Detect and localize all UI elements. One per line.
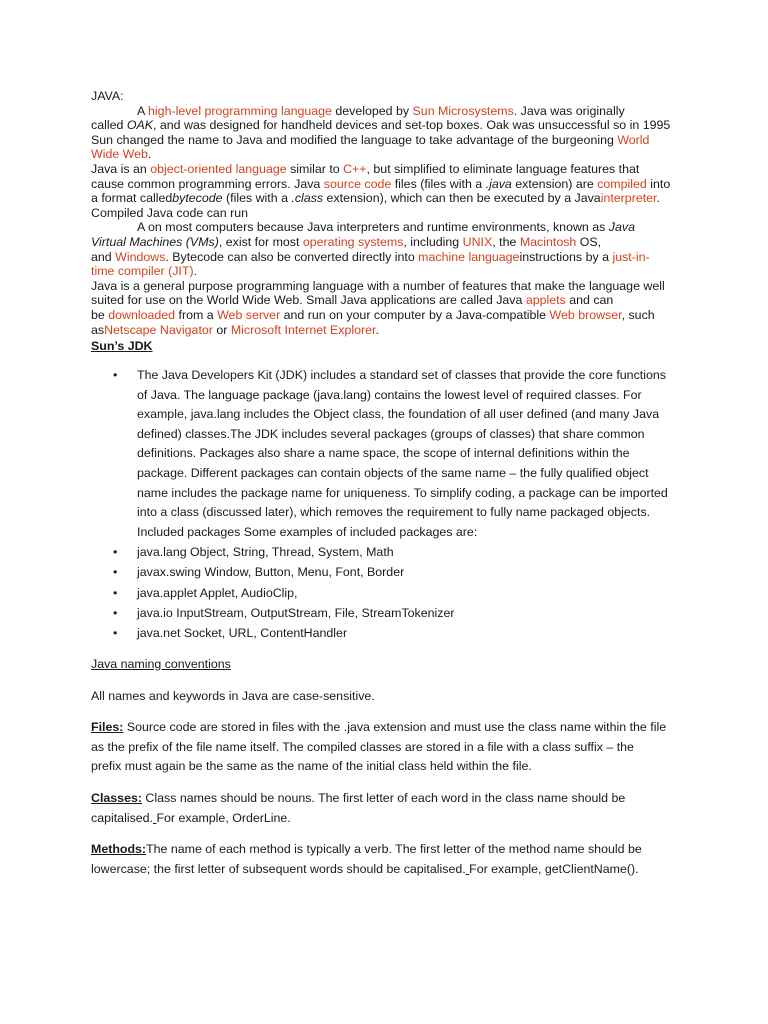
java-paragraph-3-line-2: Virtual Machines (VMs), exist for most operating systems, including UNIX, the Macintosh OS, [91, 234, 602, 249]
bullet-icon: • [113, 605, 118, 620]
java-paragraph-1-line-2: called OAK, and was designed for handheld devices and set-top boxes. Oak was unsuccessful so in 1995 [91, 118, 671, 133]
naming-intro: All names and keywords in Java are case-sensitive. [91, 688, 375, 703]
link-jit-a[interactable]: just-in- [612, 249, 650, 264]
link-compiled[interactable]: compiled [597, 176, 647, 191]
link-world-wide-web-a[interactable]: World [617, 132, 650, 147]
link-operating-systems[interactable]: operating systems [302, 234, 404, 249]
jdk-bullet-list [91, 366, 711, 643]
java-intro-section [91, 89, 691, 337]
link-web-server[interactable]: Web server [217, 307, 281, 322]
java-paragraph-3-line-1: A on most computers because Java interpreters and runtime environments, known as Java [137, 220, 635, 235]
link-interpreter[interactable]: interpreter [600, 191, 657, 206]
java-paragraph-4-line-2: suited for use on the World Wide Web. Small Java applications are called Java applets and can [91, 293, 614, 308]
java-paragraph-2-line-2: cause common programming errors. Java source code files (files with a .java extension) are compiled into [91, 176, 671, 191]
link-machine-language[interactable]: machine language [418, 249, 520, 264]
java-paragraph-3-line-3: and Windows. Bytecode can also be converted directly into machine languageinstructions by a just-in- [91, 249, 650, 264]
package-item-java-io: • java.io InputStream, OutputStream, File, StreamTokenizer [91, 604, 711, 624]
link-internet-explorer[interactable]: Microsoft Internet Explorer [230, 322, 376, 337]
java-heading: JAVA: [91, 89, 124, 103]
methods-paragraph: Methods:The name of each method is typically a verb. The first letter of the method name should be lowercase; the first letter of subsequent words should be capitalised. For example, getClientName(). [91, 842, 642, 876]
naming-section [91, 655, 711, 879]
package-item-java-lang: • java.lang Object, String, Thread, System, Math [91, 543, 711, 563]
jdk-heading: Sun’s JDK [91, 339, 153, 353]
package-item-java-net: • java.net Socket, URL, ContentHandler [91, 624, 711, 644]
link-high-level-language[interactable]: high-level programming language [148, 103, 332, 118]
java-paragraph-1-line-1: A high-level programming language developed by Sun Microsystems. Java was originally [137, 103, 625, 118]
files-paragraph: Files: Source code are stored in files with the .java extension and must use the class name within the file as the prefix of the file name itself. The compiled classes are stored in a file with a class suffix – the prefix must again be the same as the name of the initial class held within the file. [91, 720, 667, 774]
methods-label: Methods: [91, 842, 147, 857]
java-paragraph-1-line-3: Sun changed the name to Java and modified the language to take advantage of the burgeoning World [91, 132, 650, 147]
java-paragraph-4-line-3: be downloaded from a Web server and run on your computer by a Java-compatible Web browser, such [91, 307, 655, 322]
java-paragraph-4-line-4: asNetscape Navigator or Microsoft Internet Explorer. [91, 322, 379, 337]
link-unix[interactable]: UNIX [462, 234, 493, 249]
link-object-oriented-language[interactable]: object-oriented language [150, 161, 287, 176]
link-downloaded[interactable]: downloaded [108, 307, 176, 322]
link-windows[interactable]: Windows [115, 249, 166, 264]
bullet-icon: • [113, 625, 118, 640]
java-paragraph-2-line-4: Compiled Java code can run [91, 205, 249, 220]
link-source-code[interactable]: source code [323, 176, 392, 191]
classes-label: Classes: [91, 790, 142, 805]
link-jit-b[interactable]: time compiler (JIT) [91, 264, 194, 279]
java-paragraph-1-line-4: Wide Web. [91, 147, 152, 162]
bullet-icon: • [113, 545, 118, 560]
java-paragraph-2-line-1: Java is an object-oriented language similar to C++, but simplified to eliminate language features that [91, 161, 640, 176]
bullet-icon: • [113, 368, 118, 382]
classes-paragraph: Classes: Class names should be nouns. The first letter of each word in the class name should be capitalised. For example, OrderLine. [91, 790, 626, 825]
link-macintosh[interactable]: Macintosh [519, 234, 577, 249]
bullet-icon: • [113, 565, 118, 580]
jdk-heading-block [91, 337, 691, 357]
package-item-java-applet: • java.applet Applet, AudioClip, [91, 584, 711, 604]
java-paragraph-3-line-4: time compiler (JIT). [91, 264, 198, 279]
link-applets[interactable]: applets [525, 293, 566, 308]
link-web-browser[interactable]: Web browser [549, 307, 622, 322]
java-paragraph-2-line-3: a format calledbytecode (files with a .class extension), which can then be executed by a Javainterpreter. [91, 191, 660, 206]
java-paragraph-4-line-1: Java is a general purpose programming language with a number of features that make the language well [91, 278, 665, 293]
link-cpp[interactable]: C++ [343, 161, 367, 176]
link-world-wide-web-b[interactable]: Wide Web [91, 147, 148, 162]
naming-heading: Java naming conventions [91, 657, 231, 671]
files-label: Files: [91, 720, 124, 735]
bullet-icon: • [113, 585, 118, 600]
package-item-javax-swing: • javax.swing Window, Button, Menu, Font, Border [91, 563, 711, 583]
link-sun-microsystems[interactable]: Sun Microsystems [412, 103, 514, 118]
jdk-main-bullet: • The Java Developers Kit (JDK) includes a standard set of classes that provide the core functions of Java. The language package (java.lang) contains the lowest level of required classes. For example, java.lang includes the Object class, the foundation of all user defined (and many Java defined) classes.The JDK includes several packages (groups of classes) that share common definitions. Packages also share a name space, the scope of internal definitions within the package. Different packages can contain objects of the same name – the fully qualified object name includes the package name for uniqueness. To simplify coding, a package can be imported into a class (discussed later), which removes the requirement to fully name packaged objects. Included packages Some examples of included packages are: [113, 368, 668, 539]
link-netscape-navigator[interactable]: Netscape Navigator [104, 322, 213, 337]
